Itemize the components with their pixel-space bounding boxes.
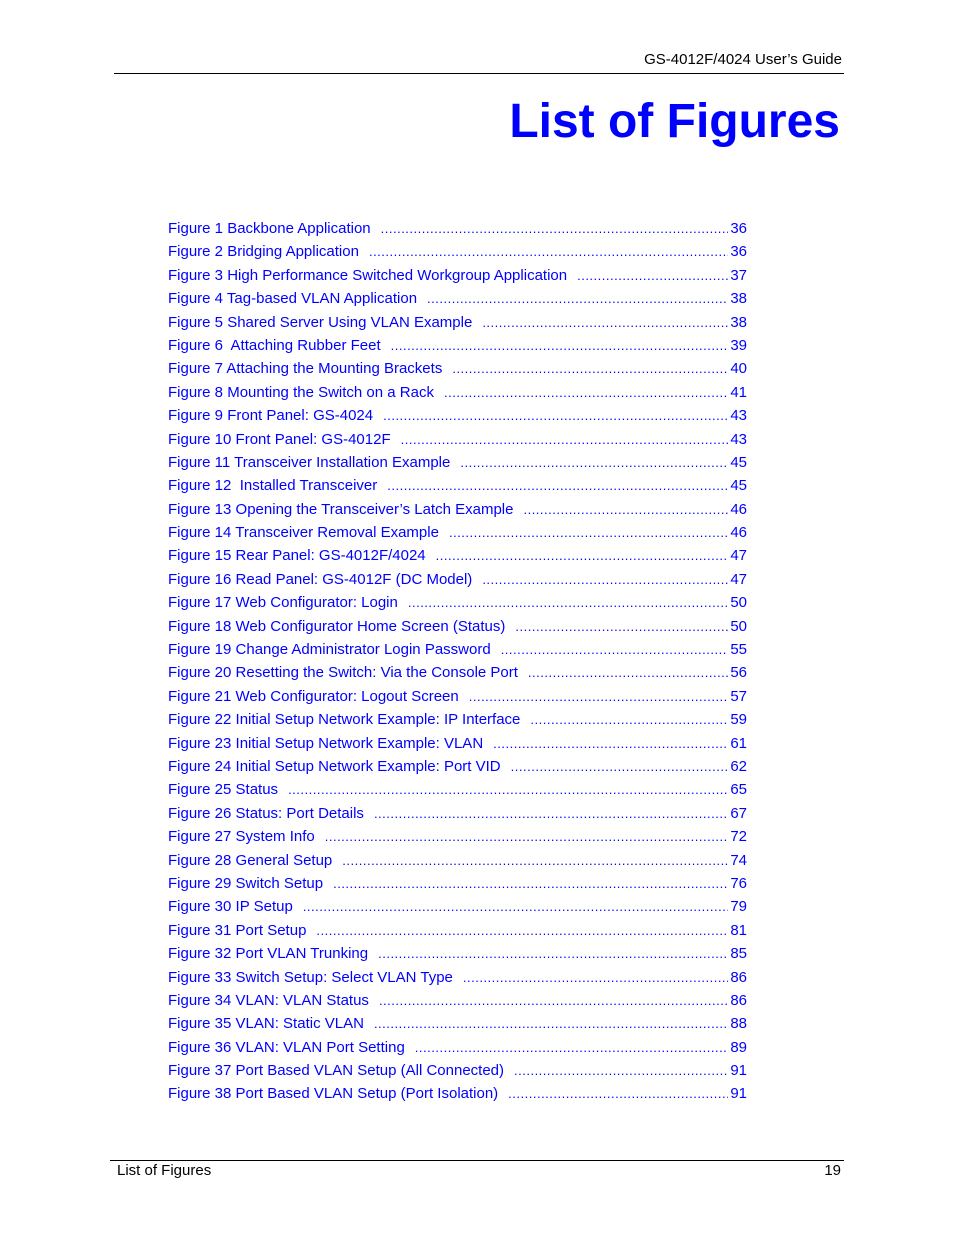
toc-dot-leader bbox=[528, 661, 728, 684]
toc-dot-leader bbox=[501, 638, 729, 661]
toc-entry-page: 91 bbox=[730, 1062, 747, 1080]
toc-entry-label: Figure 18 Web Configurator Home Screen (Status) bbox=[168, 617, 506, 635]
toc-entry-page: 91 bbox=[730, 1085, 747, 1103]
footer-section-name: List of Figures bbox=[117, 1162, 212, 1179]
toc-entry-page: 72 bbox=[730, 828, 747, 846]
toc-entry-page: 50 bbox=[730, 617, 747, 635]
toc-entry[interactable] bbox=[168, 240, 747, 263]
toc-entry-label: Figure 6 Attaching Rubber Feet bbox=[168, 336, 381, 354]
toc-entry-label: Figure 37 Port Based VLAN Setup (All Connected) bbox=[168, 1062, 505, 1080]
toc-entry-label: Figure 17 Web Configurator: Login bbox=[168, 594, 398, 612]
toc-entry[interactable] bbox=[168, 311, 747, 334]
toc-entry[interactable] bbox=[168, 428, 747, 451]
toc-entry-label: Figure 27 System Info bbox=[168, 828, 315, 846]
toc-entry-label: Figure 3 High Performance Switched Workgroup Application bbox=[168, 266, 568, 284]
toc-entry[interactable] bbox=[168, 264, 747, 287]
toc-entry[interactable] bbox=[168, 942, 747, 965]
toc-entry-page: 47 bbox=[730, 547, 747, 565]
toc-entry-label: Figure 10 Front Panel: GS-4012F bbox=[168, 430, 391, 448]
toc-dot-leader bbox=[427, 287, 728, 310]
toc-dot-leader bbox=[381, 217, 729, 240]
toc-entry-label: Figure 8 Mounting the Switch on a Rack bbox=[168, 383, 434, 401]
toc-entry-page: 46 bbox=[730, 500, 747, 518]
toc-dot-leader bbox=[577, 264, 728, 287]
toc-dot-leader bbox=[369, 240, 728, 263]
toc-dot-leader bbox=[436, 544, 729, 567]
toc-entry[interactable] bbox=[168, 404, 747, 427]
toc-entry-page: 62 bbox=[730, 757, 747, 775]
toc-entry-page: 67 bbox=[730, 804, 747, 822]
toc-entry-page: 45 bbox=[730, 477, 747, 495]
toc-dot-leader bbox=[401, 428, 729, 451]
toc-entry-label: Figure 11 Transceiver Installation Example bbox=[168, 453, 451, 471]
toc-dot-leader bbox=[452, 357, 728, 380]
toc-entry[interactable] bbox=[168, 217, 747, 240]
toc-dot-leader bbox=[379, 989, 728, 1012]
toc-dot-leader bbox=[493, 732, 728, 755]
toc-entry-label: Figure 16 Read Panel: GS-4012F (DC Model) bbox=[168, 570, 473, 588]
toc-entry-label: Figure 1 Backbone Application bbox=[168, 220, 371, 237]
toc-dot-leader bbox=[515, 615, 728, 638]
toc-entry-page: 86 bbox=[730, 991, 747, 1009]
toc-entry-label: Figure 4 Tag-based VLAN Application bbox=[168, 290, 418, 308]
toc-entry-label: Figure 29 Switch Setup bbox=[168, 874, 324, 892]
toc-dot-leader bbox=[469, 685, 729, 708]
toc-entry[interactable] bbox=[168, 732, 747, 755]
toc-entry[interactable] bbox=[168, 1059, 747, 1082]
toc-entry-page: 43 bbox=[730, 407, 747, 425]
list-of-figures bbox=[168, 217, 747, 1106]
toc-dot-leader bbox=[333, 872, 728, 895]
toc-entry-page: 88 bbox=[730, 1015, 747, 1033]
toc-dot-leader bbox=[374, 1012, 728, 1035]
toc-dot-leader bbox=[391, 334, 729, 357]
toc-entry-label: Figure 21 Web Configurator: Logout Screen bbox=[168, 687, 459, 705]
toc-entry-label: Figure 5 Shared Server Using VLAN Example bbox=[168, 313, 473, 331]
toc-dot-leader bbox=[463, 966, 728, 989]
toc-entry[interactable] bbox=[168, 872, 747, 895]
toc-entry[interactable] bbox=[168, 381, 747, 404]
page-title: List of Figures bbox=[509, 95, 840, 148]
toc-entry[interactable] bbox=[168, 568, 747, 591]
toc-dot-leader bbox=[482, 568, 728, 591]
toc-entry-page: 47 bbox=[730, 570, 747, 588]
toc-entry[interactable] bbox=[168, 825, 747, 848]
toc-entry-page: 39 bbox=[730, 336, 747, 354]
toc-entry[interactable] bbox=[168, 989, 747, 1012]
toc-dot-leader bbox=[523, 498, 728, 521]
toc-entry-page: 38 bbox=[730, 290, 747, 308]
toc-entry-label: Figure 32 Port VLAN Trunking bbox=[168, 945, 369, 963]
toc-entry-page: 45 bbox=[730, 453, 747, 471]
toc-entry-label: Figure 22 Initial Setup Network Example: IP Interface bbox=[168, 711, 521, 729]
toc-entry-label: Figure 34 VLAN: VLAN Status bbox=[168, 991, 369, 1009]
toc-entry-label: Figure 14 Transceiver Removal Example bbox=[168, 524, 439, 542]
toc-dot-leader bbox=[303, 895, 729, 918]
toc-entry-page: 36 bbox=[730, 220, 747, 237]
toc-entry[interactable] bbox=[168, 1082, 747, 1105]
toc-entry-label: Figure 38 Port Based VLAN Setup (Port Isolation) bbox=[168, 1085, 499, 1103]
toc-dot-leader bbox=[508, 1082, 728, 1105]
toc-entry[interactable] bbox=[168, 521, 747, 544]
toc-entry[interactable] bbox=[168, 778, 747, 801]
toc-entry-label: Figure 2 Bridging Application bbox=[168, 243, 359, 261]
toc-entry[interactable] bbox=[168, 357, 747, 380]
toc-entry[interactable] bbox=[168, 638, 747, 661]
toc-entry[interactable] bbox=[168, 1036, 747, 1059]
toc-entry-page: 41 bbox=[730, 383, 747, 401]
toc-entry[interactable] bbox=[168, 498, 747, 521]
toc-entry[interactable] bbox=[168, 685, 747, 708]
toc-entry-label: Figure 24 Initial Setup Network Example: Port VID bbox=[168, 757, 501, 775]
toc-entry-page: 57 bbox=[730, 687, 747, 705]
toc-entry-label: Figure 35 VLAN: Static VLAN bbox=[168, 1015, 364, 1033]
toc-entry[interactable] bbox=[168, 591, 747, 614]
footer-divider bbox=[110, 1160, 844, 1161]
toc-entry-label: Figure 20 Resetting the Switch: Via the Console Port bbox=[168, 664, 518, 682]
toc-entry-page: 36 bbox=[730, 243, 747, 261]
running-header-title: GS-4012F/4024 User’s Guide bbox=[644, 51, 842, 68]
toc-dot-leader bbox=[316, 919, 728, 942]
toc-dot-leader bbox=[482, 311, 728, 334]
toc-entry-page: 65 bbox=[730, 781, 747, 799]
toc-dot-leader bbox=[383, 404, 728, 427]
toc-dot-leader bbox=[387, 474, 728, 497]
toc-entry[interactable] bbox=[168, 708, 747, 731]
toc-dot-leader bbox=[444, 381, 728, 404]
toc-entry-label: Figure 23 Initial Setup Network Example: VLAN bbox=[168, 734, 484, 752]
toc-entry[interactable] bbox=[168, 755, 747, 778]
toc-entry[interactable] bbox=[168, 544, 747, 567]
toc-entry-label: Figure 12 Installed Transceiver bbox=[168, 477, 378, 495]
toc-entry[interactable] bbox=[168, 849, 747, 872]
toc-entry-page: 37 bbox=[730, 266, 747, 284]
footer-page-number: 19 bbox=[824, 1162, 841, 1179]
toc-entry-page: 86 bbox=[730, 968, 747, 986]
toc-entry-label: Figure 33 Switch Setup: Select VLAN Type bbox=[168, 968, 453, 986]
toc-entry[interactable] bbox=[168, 1012, 747, 1035]
toc-dot-leader bbox=[374, 802, 728, 825]
toc-dot-leader bbox=[511, 755, 729, 778]
toc-entry-page: 40 bbox=[730, 360, 747, 378]
toc-entry[interactable] bbox=[168, 802, 747, 825]
toc-entry-page: 50 bbox=[730, 594, 747, 612]
toc-entry[interactable] bbox=[168, 287, 747, 310]
toc-entry-page: 79 bbox=[730, 898, 747, 916]
toc-entry[interactable] bbox=[168, 966, 747, 989]
toc-entry[interactable] bbox=[168, 474, 747, 497]
toc-entry-page: 89 bbox=[730, 1038, 747, 1056]
toc-entry-label: Figure 31 Port Setup bbox=[168, 921, 307, 939]
toc-entry[interactable] bbox=[168, 615, 747, 638]
toc-entry[interactable] bbox=[168, 919, 747, 942]
toc-entry-label: Figure 9 Front Panel: GS-4024 bbox=[168, 407, 374, 425]
toc-entry-page: 38 bbox=[730, 313, 747, 331]
toc-entry[interactable] bbox=[168, 451, 747, 474]
toc-entry-page: 61 bbox=[730, 734, 747, 752]
toc-dot-leader bbox=[378, 942, 728, 965]
toc-entry-label: Figure 30 IP Setup bbox=[168, 898, 293, 916]
toc-dot-leader bbox=[415, 1036, 729, 1059]
toc-entry-label: Figure 15 Rear Panel: GS-4012F/4024 bbox=[168, 547, 426, 565]
toc-dot-leader bbox=[449, 521, 728, 544]
toc-entry-page: 59 bbox=[730, 711, 747, 729]
toc-entry-page: 81 bbox=[730, 921, 747, 939]
toc-dot-leader bbox=[530, 708, 728, 731]
toc-dot-leader bbox=[514, 1059, 728, 1082]
toc-entry-page: 55 bbox=[730, 641, 747, 659]
toc-dot-leader bbox=[408, 591, 728, 614]
toc-dot-leader bbox=[325, 825, 729, 848]
toc-dot-leader bbox=[288, 778, 728, 801]
header-divider bbox=[114, 73, 844, 74]
toc-dot-leader bbox=[342, 849, 728, 872]
toc-entry-page: 56 bbox=[730, 664, 747, 682]
toc-entry[interactable] bbox=[168, 661, 747, 684]
toc-entry-page: 76 bbox=[730, 874, 747, 892]
toc-entry[interactable] bbox=[168, 895, 747, 918]
toc-dot-leader bbox=[460, 451, 728, 474]
toc-entry-label: Figure 36 VLAN: VLAN Port Setting bbox=[168, 1038, 405, 1056]
toc-entry-label: Figure 7 Attaching the Mounting Brackets bbox=[168, 360, 443, 378]
toc-entry-label: Figure 13 Opening the Transceiver’s Latch Example bbox=[168, 500, 514, 518]
toc-entry-page: 85 bbox=[730, 945, 747, 963]
toc-entry[interactable] bbox=[168, 334, 747, 357]
toc-entry-label: Figure 28 General Setup bbox=[168, 851, 333, 869]
toc-entry-page: 46 bbox=[730, 524, 747, 542]
toc-entry-label: Figure 25 Status bbox=[168, 781, 279, 799]
toc-entry-label: Figure 26 Status: Port Details bbox=[168, 804, 364, 822]
toc-entry-page: 43 bbox=[730, 430, 747, 448]
toc-entry-page: 74 bbox=[730, 851, 747, 869]
toc-entry-label: Figure 19 Change Administrator Login Password bbox=[168, 641, 491, 659]
